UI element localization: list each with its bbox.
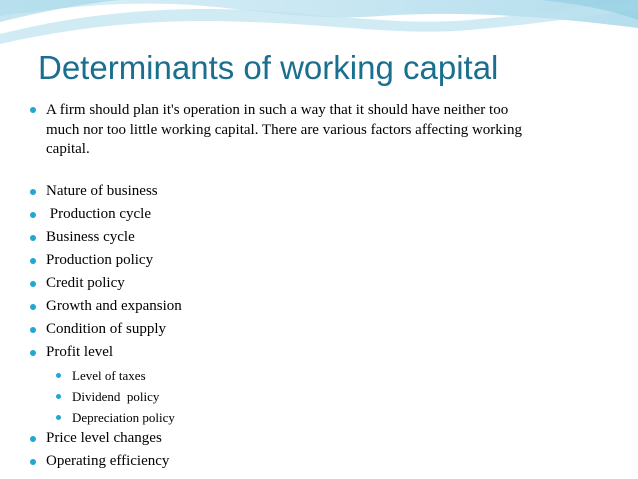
sub-factor-item: Level of taxes bbox=[72, 368, 146, 383]
sub-bullet-icon bbox=[56, 415, 61, 420]
bullet-icon bbox=[30, 459, 36, 465]
factor-item: Business cycle bbox=[46, 229, 135, 245]
bullet-icon bbox=[30, 350, 36, 356]
sub-bullet-icon bbox=[56, 373, 61, 378]
factor-item: Credit policy bbox=[46, 275, 125, 291]
bullet-icon bbox=[30, 212, 36, 218]
sub-factor-item: Depreciation policy bbox=[72, 410, 175, 425]
factor-item: Production cycle bbox=[46, 206, 151, 222]
factor-item: Operating efficiency bbox=[46, 453, 170, 469]
sub-factor-item: Dividend policy bbox=[72, 389, 160, 404]
intro-line: capital. bbox=[46, 141, 90, 157]
bullet-icon bbox=[30, 235, 36, 241]
bullet-icon bbox=[30, 189, 36, 195]
bullet-icon bbox=[30, 258, 36, 264]
bullet-icon bbox=[30, 304, 36, 310]
intro-paragraph bbox=[46, 101, 606, 160]
sub-bullet-icon bbox=[56, 394, 61, 399]
factor-item: Profit level bbox=[46, 344, 114, 360]
bullet-icon bbox=[30, 327, 36, 333]
factor-item: Condition of supply bbox=[46, 321, 167, 337]
bullet-icon bbox=[30, 436, 36, 442]
intro-line: much nor too little working capital. There are various factors affecting working bbox=[46, 121, 522, 138]
bullet-icon bbox=[30, 281, 36, 287]
slide-title: Determinants of working capital bbox=[38, 49, 499, 86]
factor-item: Price level changes bbox=[46, 430, 162, 446]
bullet-icon bbox=[30, 107, 36, 113]
factor-item: Nature of business bbox=[46, 183, 158, 199]
factor-item: Production policy bbox=[46, 252, 154, 268]
intro-line: A firm should plan it's operation in such a way that it should have neither too bbox=[46, 102, 509, 118]
factor-item: Growth and expansion bbox=[46, 298, 182, 314]
